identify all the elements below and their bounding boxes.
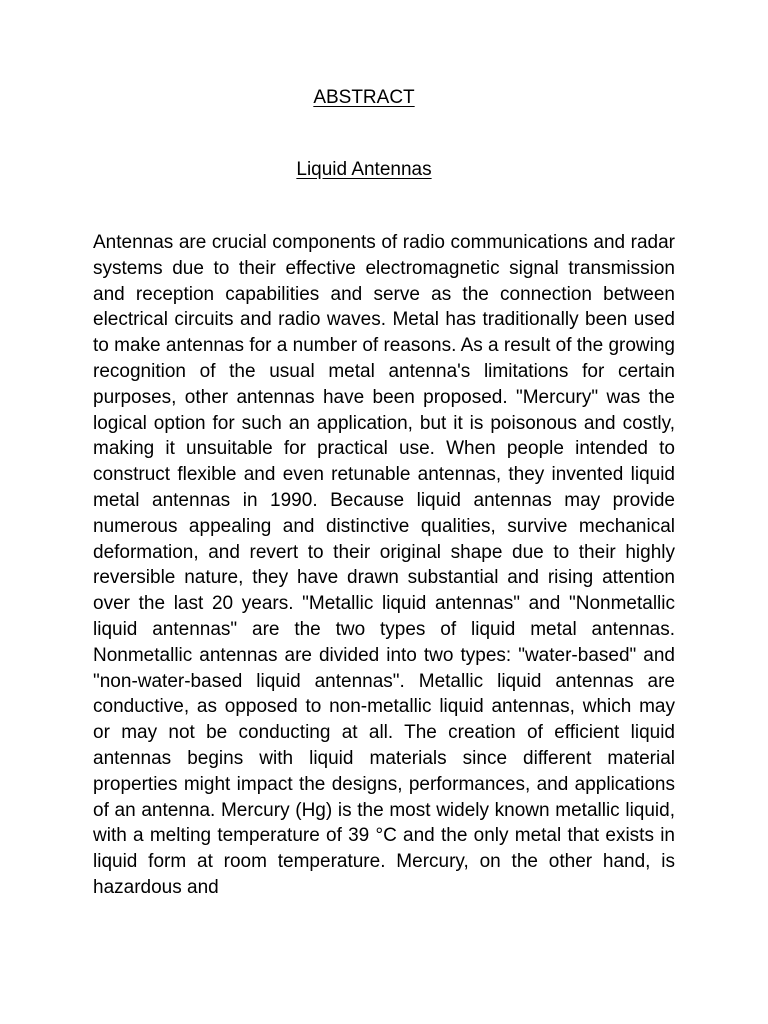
abstract-paragraph: Antennas are crucial components of radio communications and radar systems due to their effective electromagnetic signal transmission and reception capabilities and serve as the connection between electrical circuits and radio waves. Metal has traditionally been used to make antennas for a number of reasons. As a result of the growing recognition of the usual metal antenna's limitations for certain purposes, other antennas have been proposed. "Mercury" was the logical option for such an application, but it is poisonous and costly, making it unsuitable for practical use. When people intended to construct flexible and even retunable antennas, they invented liquid metal antennas in 1990. Because liquid antennas may provide numerous appealing and distinctive qualities, survive mechanical deformation, and revert to their original shape due to their highly reversible nature, they have drawn substantial and rising attention over the last 20 years. "Metallic liquid antennas" and "Nonmetallic liquid antennas" are the two types of liquid metal antennas. Nonmetallic antennas are divided into two types: "water-based" and "non-water-based liquid antennas". Metallic liquid antennas are conductive, as opposed to non-metallic liquid antennas, which may or may not be conducting at all. The creation of efficient liquid antennas begins with liquid materials since different material properties might impact the designs, performances, and applications of an antenna. Mercury (Hg) is the most widely known metallic liquid, with a melting temperature of 39 °C and the only metal that exists in liquid form at room temperature. Mercury, on the other hand, is hazardous and xyxy=(93,232,675,898)
document-title: Liquid Antennas xyxy=(296,159,432,180)
section-heading: ABSTRACT xyxy=(313,87,415,108)
